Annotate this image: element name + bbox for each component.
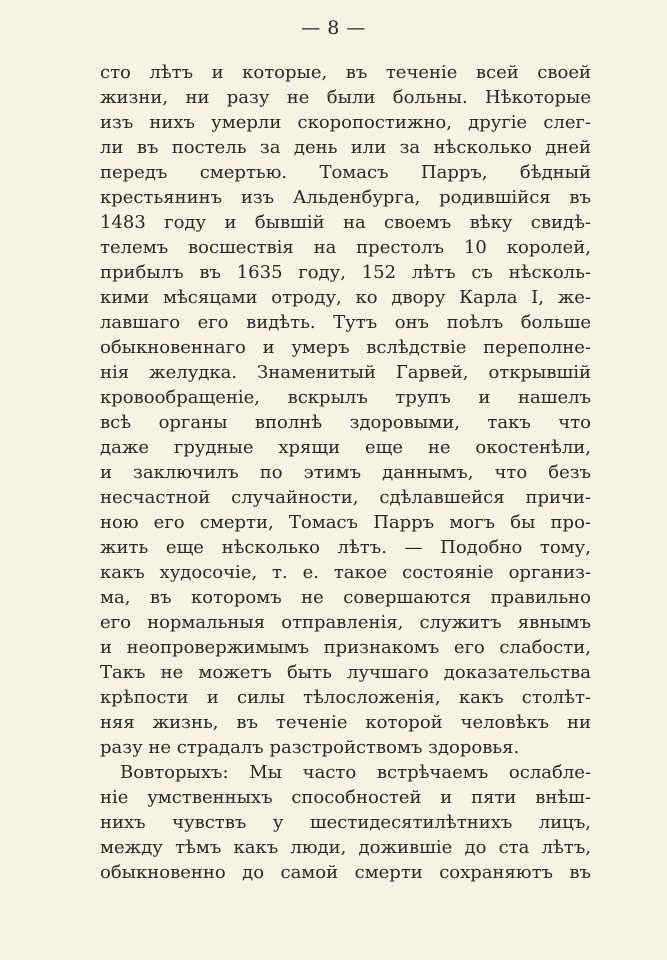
text-line: несчастной случайности, сдѣлавшейся причи-: [100, 487, 591, 508]
text-line: всѣ органы вполнѣ здоровыми, такъ что: [100, 412, 591, 433]
text-line: между тѣмъ какъ люди, дожившіе до ста лѣтъ,: [100, 837, 591, 858]
page-number: — 8 —: [301, 17, 366, 39]
text-line: прибылъ въ 1635 году, 152 лѣтъ съ нѣсколь-: [100, 262, 591, 283]
text-line: разу не страдалъ разстройствомъ здоровья.: [100, 737, 520, 758]
text-line: нія желудка. Знаменитый Гарвей, открывшій: [100, 362, 591, 383]
text-line: обыкновенно до самой смерти сохраняютъ въ: [100, 862, 591, 883]
text-line: и неопровержимымъ признакомъ его слабости,: [100, 637, 591, 658]
text-line: телемъ восшествія на престолъ 10 королей,: [100, 237, 591, 258]
text-line: изъ нихъ умерли скоропостижно, другіе слег-: [100, 112, 591, 133]
text-line: Такъ не можетъ быть лучшаго доказательства: [100, 662, 591, 683]
text-line: няя жизнь, въ теченіе которой человѣкъ ни: [100, 712, 591, 733]
text-line: жить еще нѣсколько лѣтъ. — Подобно тому,: [100, 537, 591, 558]
text-line: жизни, ни разу не были больны. Нѣкоторые: [100, 87, 591, 108]
body-text: [100, 60, 591, 885]
text-line: обыкновеннаго и умеръ вслѣдствіе переполне-: [100, 337, 591, 358]
text-line: ли въ постель за день или за нѣсколько дней: [100, 137, 591, 158]
text-line: ною его смерти, Томасъ Парръ могъ бы про-: [100, 512, 591, 533]
text-line: 1483 году и бывшій на своемъ вѣку свидѣ-: [100, 212, 591, 233]
text-line: передъ смертью. Томасъ Парръ, бѣдный: [100, 162, 591, 183]
text-line: и заключилъ по этимъ даннымъ, что безъ: [100, 462, 591, 483]
text-line: нихъ чувствъ у шестидесятилѣтнихъ лицъ,: [100, 812, 591, 833]
text-line: какъ худосочіе, т. е. такое состояніе организ-: [100, 562, 591, 583]
text-line: лавшаго его видѣть. Тутъ онъ поѣлъ больше: [100, 312, 591, 333]
text-line: сто лѣтъ и которые, въ теченіе всей своей: [100, 62, 591, 83]
text-line: ма, въ которомъ не совершаются правильно: [100, 587, 591, 608]
text-line: кими мѣсяцами отроду, ко двору Карла I, же-: [100, 287, 591, 308]
text-line: Вовторыхъ: Мы часто встрѣчаемъ ослабле-: [120, 762, 591, 783]
text-line: кровообращеніе, вскрылъ трупъ и нашелъ: [100, 387, 591, 408]
text-line: крестьянинъ изъ Альденбурга, родившійся въ: [100, 187, 591, 208]
text-line: его нормальныя отправленія, служитъ явнымъ: [100, 612, 591, 633]
text-line: ніе умственныхъ способностей и пяти внѣш-: [100, 787, 591, 808]
text-line: крѣпости и силы тѣлосложенія, какъ столѣт-: [100, 687, 591, 708]
text-line: даже грудные хрящи еще не окостенѣли,: [100, 437, 591, 458]
